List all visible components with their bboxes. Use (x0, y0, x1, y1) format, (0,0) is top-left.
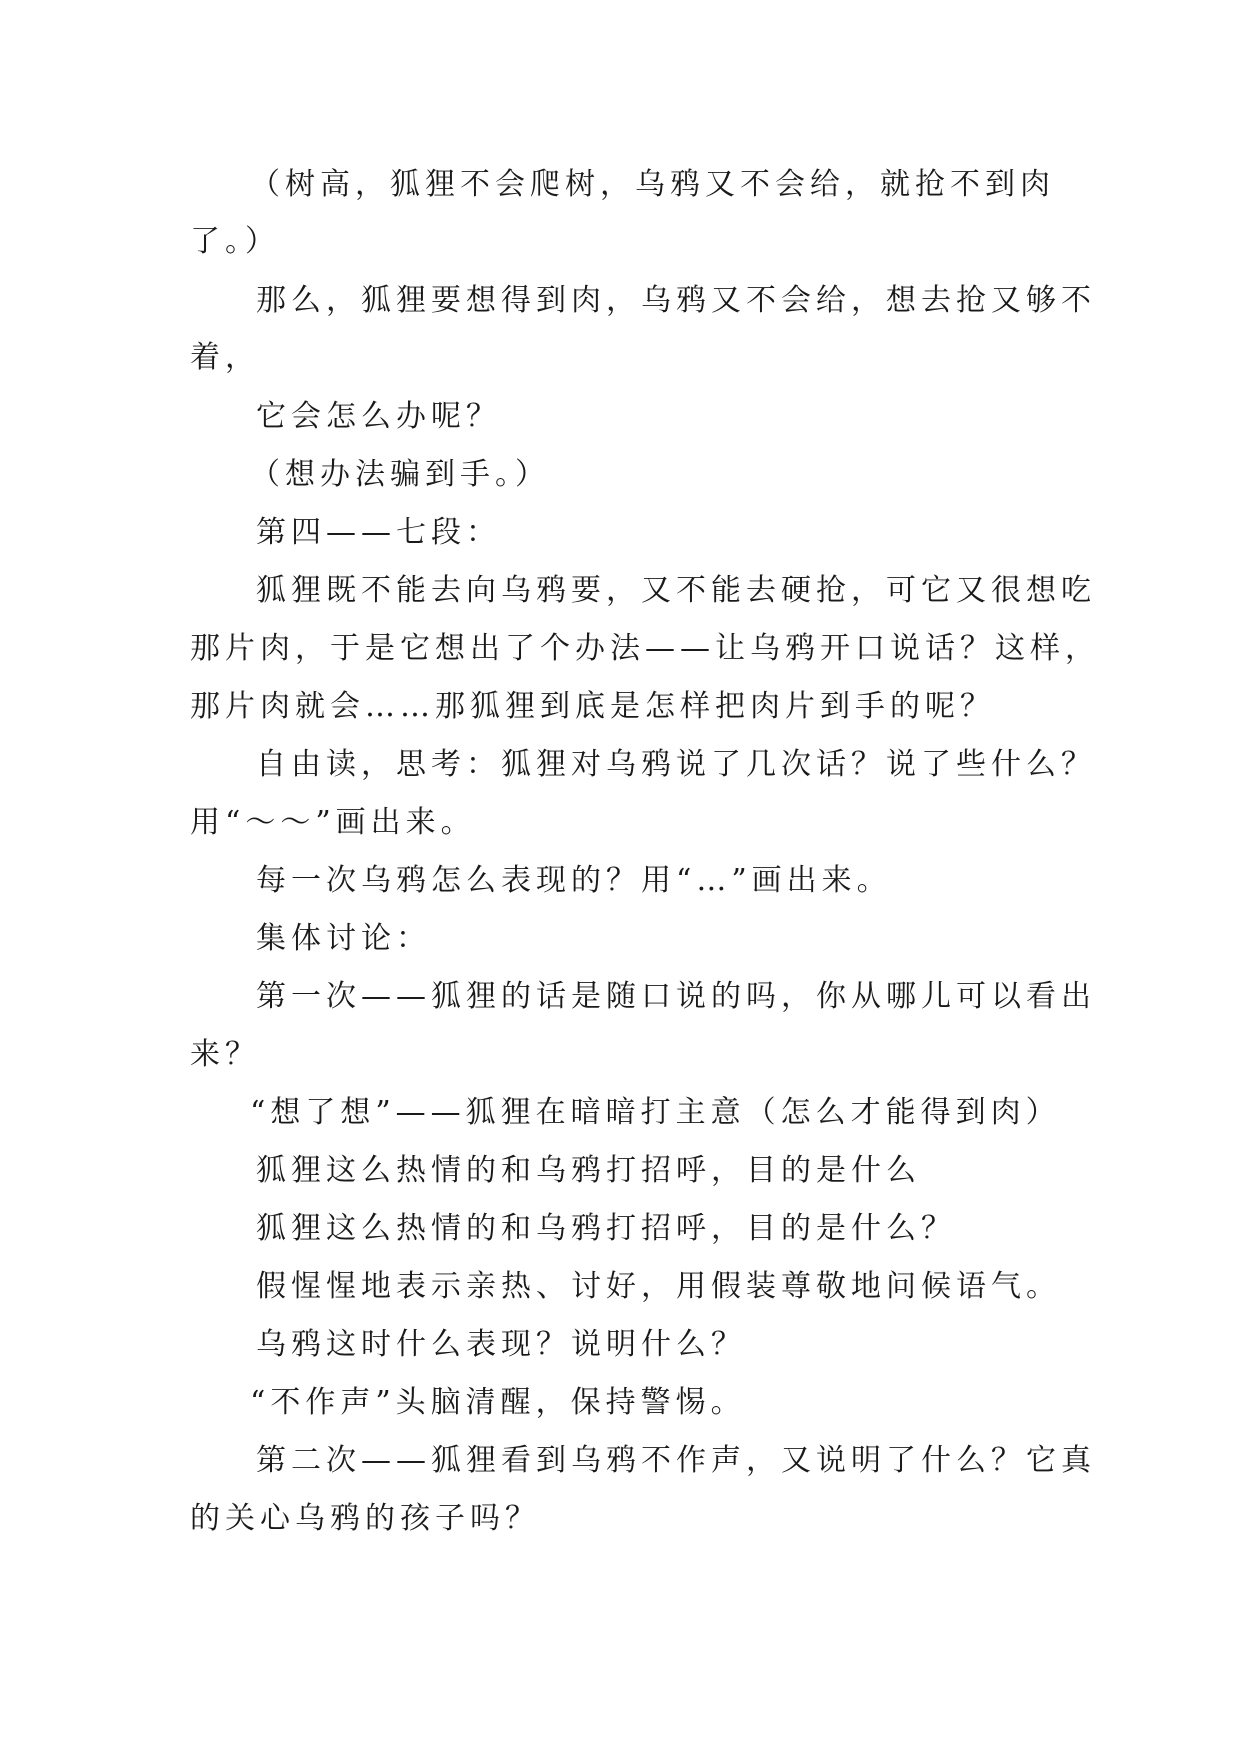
paragraph-line: 乌鸦这时什么表现？说明什么？ (256, 1327, 746, 1362)
paragraph-line: 它会怎么办呢？ (256, 399, 501, 434)
paragraph-line: 狐狸既不能去向乌鸦要，又不能去硬抢，可它又很想吃 (256, 573, 1096, 608)
paragraph-line: 那片肉，于是它想出了个办法——让乌鸦开口说话？这样， (190, 631, 1100, 666)
paragraph-line: 狐狸这么热情的和乌鸦打招呼，目的是什么？ (256, 1211, 956, 1246)
paragraph-line: （想办法骗到手。） (250, 457, 550, 492)
paragraph-line: 假惺惺地表示亲热、讨好，用假装尊敬地问候语气。 (256, 1269, 1061, 1304)
paragraph-line: 第一次——狐狸的话是随口说的吗，你从哪儿可以看出 (256, 979, 1096, 1014)
paragraph-line: 的关心乌鸦的孩子吗？ (190, 1501, 540, 1536)
paragraph-line: 每一次乌鸦怎么表现的？用“…”画出来。 (256, 863, 892, 898)
paragraph-line: 那么，狐狸要想得到肉，乌鸦又不会给，想去抢又够不 (256, 283, 1096, 318)
paragraph-line: 集体讨论： (256, 921, 431, 956)
document-page (190, 0, 1100, 1754)
paragraph-line: 来？ (190, 1037, 260, 1072)
paragraph-line: 那片肉就会……那狐狸到底是怎样把肉片到手的呢？ (190, 689, 995, 724)
paragraph-line: 用“～～”画出来。 (190, 805, 476, 840)
paragraph-line: 自由读，思考：狐狸对乌鸦说了几次话？说了些什么？ (256, 747, 1096, 782)
paragraph-line: 着， (190, 340, 260, 375)
paragraph-line: 了。） (190, 224, 280, 259)
paragraph-line: “不作声”头脑清醒，保持警惕。 (250, 1385, 746, 1420)
paragraph-line: “想了想”——狐狸在暗暗打主意（怎么才能得到肉） (250, 1095, 1061, 1130)
paragraph-line: （树高，狐狸不会爬树，乌鸦又不会给，就抢不到肉 (250, 167, 1055, 202)
paragraph-line: 第二次——狐狸看到乌鸦不作声，又说明了什么？它真 (256, 1443, 1096, 1478)
paragraph-line: 狐狸这么热情的和乌鸦打招呼，目的是什么 (256, 1153, 921, 1188)
section-heading: 第四——七段： (256, 515, 501, 550)
